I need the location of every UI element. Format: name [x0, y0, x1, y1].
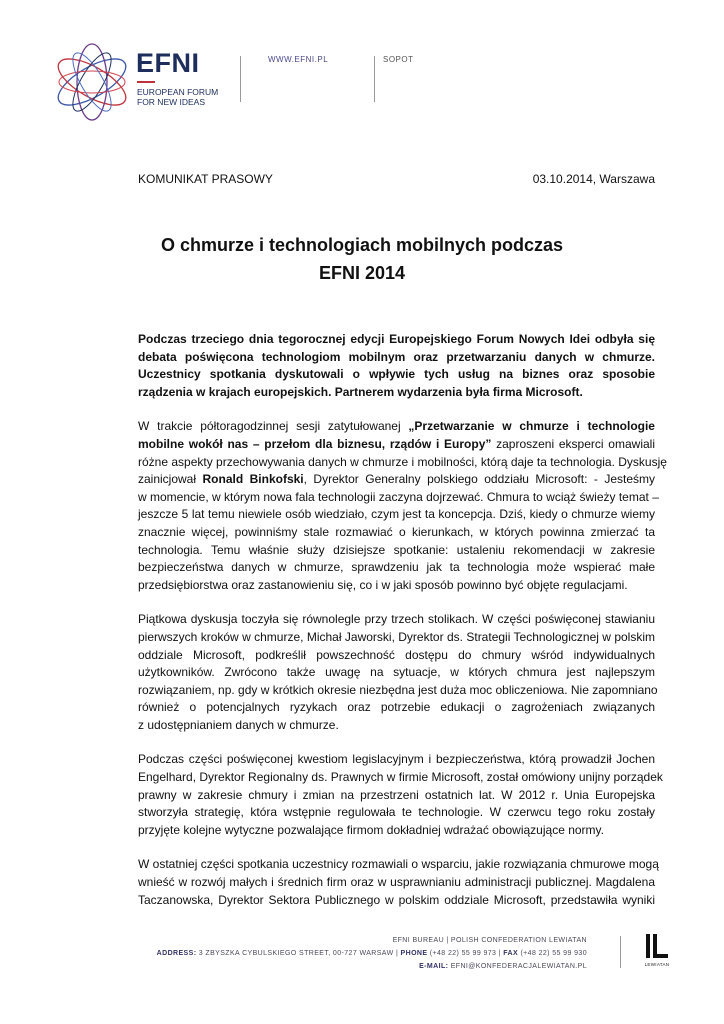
text-line: Podczas części poświęconej kwestiom legislacyjnym i bezpieczeństwa, którą prowadził Jochen — [138, 752, 655, 767]
text-line: w momencie, w którym nowa fala technologii zaczyna dojrzewać. Chmura to wciąż świeży temat – — [138, 489, 659, 504]
text-line — [138, 471, 655, 489]
title-line: EFNI 2014 — [318, 263, 406, 283]
text-line: debata poświęcona technologiom mobilnym oraz przetwarzaniu danych w chmurze. — [138, 349, 655, 364]
footer-value: (+48 22) 55 99 973 | — [427, 950, 504, 957]
paragraph — [138, 856, 659, 909]
text-line: bezpieczeństwa danych w chmurze, sprawdzeniu jak ta technologia może wspierać małe — [138, 560, 655, 575]
text-line: stworzyła strategię, która wstępnie regulowała te technologie. W czerwcu tego roku zostały — [138, 805, 655, 820]
text-line: Engelhard, Dyrektor Regionalny ds. Prawnych w firmie Microsoft, został omówiony unijny porządek — [138, 770, 663, 785]
text-line: przedsiębiorstwa oraz zastanowieniu się, co i w jaki sposób powinno być objęte regulacjami. — [138, 577, 628, 592]
paragraph — [138, 751, 663, 839]
header-city: SOPOT — [383, 55, 414, 64]
footer-contact — [157, 934, 587, 973]
article-body — [138, 331, 667, 926]
website-link[interactable]: WWW.EFNI.PL — [268, 55, 329, 64]
text-line: technologia. Temu właśnie służy dzisiejsze spotkanie: ustaleniu rekomendacji w zakresie — [138, 542, 655, 557]
paragraph — [138, 418, 667, 594]
date-place: 03.10.2014, Warszawa — [532, 172, 655, 186]
footer-value: 3 ZBYSZKA CYBULSKIEGO STREET, 00-727 WARSAW | — [196, 950, 401, 957]
text-line — [138, 436, 655, 454]
footer-label: ADDRESS: — [156, 950, 197, 957]
session-title: „Przetwarzanie w chmurze i technologie — [408, 419, 655, 434]
text-line: również o potencjalnych ryzykach oraz potrzebie edukacji o zagrożeniach związanych — [138, 700, 655, 715]
footer-value: (+48 22) 55 99 930 — [518, 950, 587, 957]
footer-label: FAX — [503, 950, 519, 957]
logo-divider — [137, 81, 155, 83]
text-span: , Dyrektor Generalny polskiego oddziału Microsoft: - Jesteśmy — [303, 472, 656, 487]
paragraph — [138, 611, 658, 734]
footer-label: PHONE — [400, 950, 428, 957]
speaker-name: Ronald Binkofski — [202, 472, 304, 487]
text-span: zaproszeni eksperci omawiali — [491, 436, 655, 451]
text-line: przyjęte kolejne wytyczne pozwalające firmom dokładniej wdrażać obowiązujące normy. — [138, 822, 604, 837]
title-line: O chmurze i technologiach mobilnych podczas — [160, 235, 564, 255]
text-line: rozwiązaniem, np. gdy w krótkich okresie niezbędna jest duża moc obliczeniowa. Nie zapomniano — [138, 682, 658, 697]
text-line: z udostępnianiem danych w chmurze. — [138, 717, 339, 732]
footer-divider — [620, 936, 621, 968]
text-line: pierwszych kroków w chmurze, Michał Jaworski, Dyrektor ds. Strategii Technologicznej w polskim — [138, 629, 655, 644]
efni-logo-icon — [50, 40, 134, 124]
text-line: wnieść w rozwój małych i średnich firm oraz w usprawnianiu administracji publicznej. Magdalena — [138, 875, 655, 890]
page-title — [100, 231, 624, 287]
lewiatan-logo-text: LEWIATAN — [644, 962, 670, 967]
text-line: rządzenia w krajach europejskich. Partnerem wydarzenia była firma Microsoft. — [138, 384, 583, 399]
header-divider — [240, 56, 241, 102]
text-line: znacznie więcej, powinniśmy stale rozmawiać o kierunkach, w których powinna zmierzać ta — [138, 524, 655, 539]
text-span: zainicjował — [138, 472, 203, 487]
lead-paragraph — [138, 331, 655, 401]
text-line: użytkowników. Zwrócono także uwagę na sytuacje, w których chmura jest najlepszym — [138, 665, 655, 680]
logo-wordmark: EFNI — [136, 48, 200, 78]
text-line: Piątkowa dyskusja toczyła się równolegle przy trzech stolikach. W części poświęconej stawianiu — [138, 612, 655, 627]
text-line: Taczanowska, Dyrektor Sektora Publicznego w polskim oddziale Microsoft, przedstawiła wyniki — [138, 892, 655, 907]
footer-email[interactable] — [157, 960, 587, 973]
session-title: mobilne wokół nas – przełom dla biznesu, rządów i Europy” — [138, 436, 492, 451]
lewiatan-logo-icon — [643, 933, 671, 959]
text-line: jeszcze 5 lat temu niewiele osób wiedziało, czym jest ta koncepcja. Dziś, kiedy o chmurze wiemy — [138, 507, 655, 522]
text-span: W trakcie półtoragodzinnej sesji zatytułowanej — [138, 419, 409, 434]
text-line: różne aspekty przechowywania danych w chmurze i mobilności, którą daje ta technologia. Dyskusję — [138, 454, 667, 469]
document-type: KOMUNIKAT PRASOWY — [138, 172, 273, 186]
text-line: prawny w zakresie chmury i zmian na przestrzeni ostatnich lat. W 2012 r. Unia Europejska — [138, 787, 655, 802]
text-line: Podczas trzeciego dnia tegorocznej edycji Europejskiego Forum Nowych Idei odbyła się — [138, 332, 655, 346]
header-divider — [374, 56, 375, 102]
footer-value: EFNI@KONFEDERACJALEWIATAN.PL — [448, 963, 587, 970]
footer-address — [157, 947, 587, 960]
logo-tagline-line2: FOR NEW IDEAS — [137, 97, 206, 107]
text-line — [138, 418, 655, 436]
text-line: oddziale Microsoft, podkreślił powszechność dostępu do chmury wśród indywidualnych — [138, 647, 655, 662]
text-line: W ostatniej części spotkania uczestnicy rozmawiali o wsparciu, jakie rozwiązania chmurowe mogą — [138, 857, 659, 872]
footer-org: EFNI BUREAU | POLISH CONFEDERATION LEWIATAN — [392, 937, 587, 944]
footer-label: E-MAIL: — [419, 963, 449, 970]
text-line: Uczestnicy spotkania dyskutowali o wpływie tych usług na biznes oraz sposobie — [138, 367, 655, 382]
logo-tagline-line1: EUROPEAN FORUM — [137, 87, 219, 97]
